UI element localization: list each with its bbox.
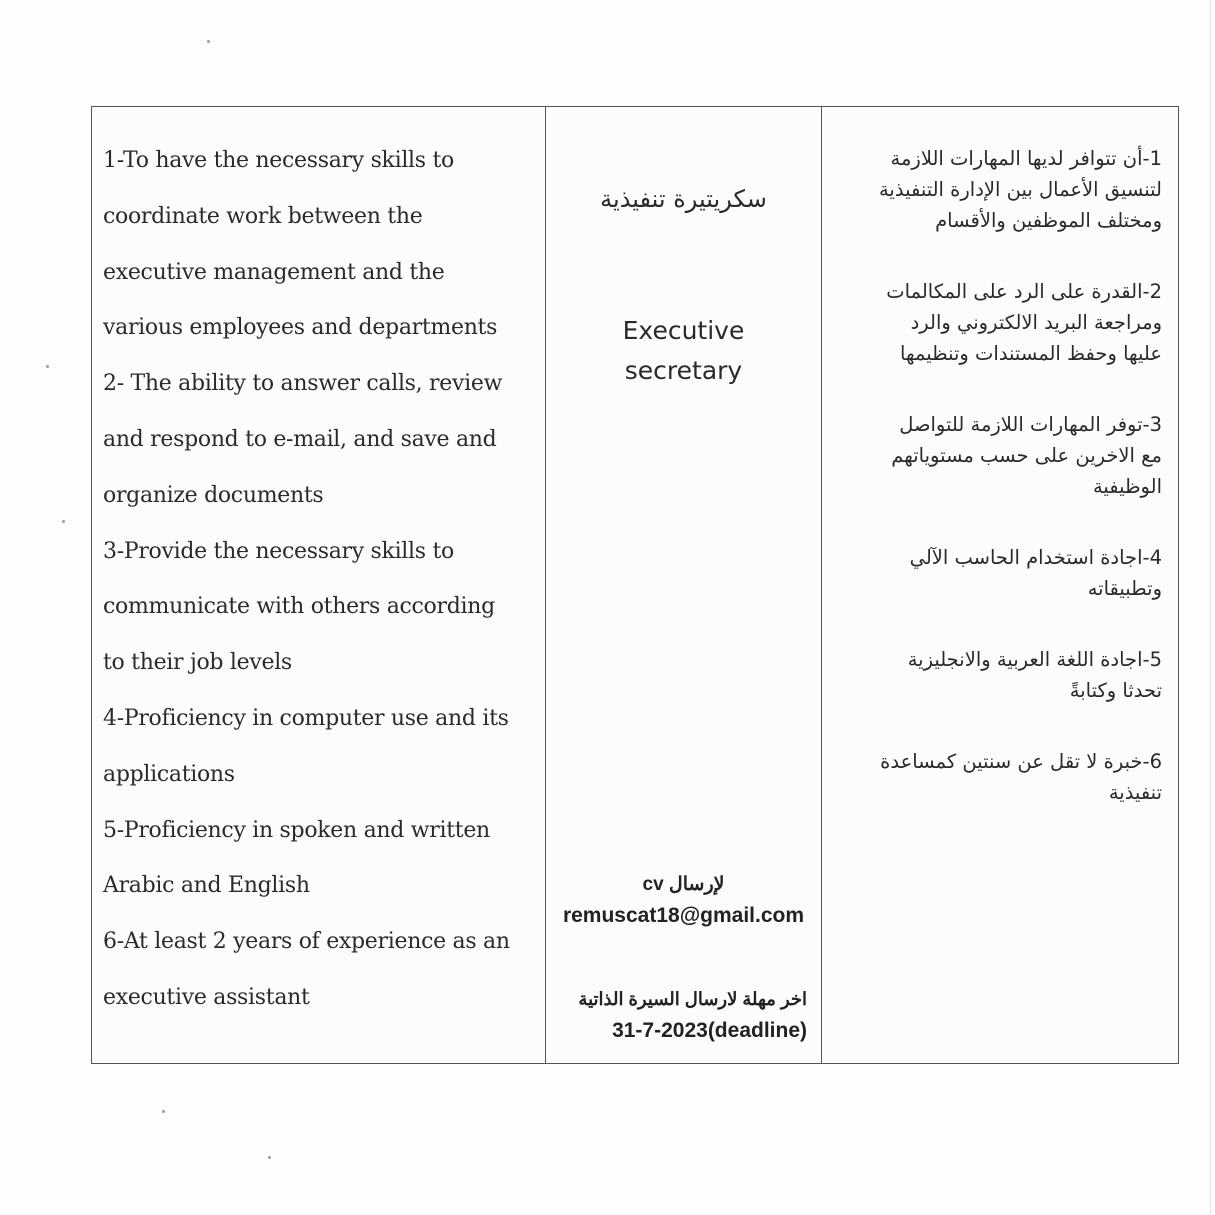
arabic-requirement-item [836, 644, 1162, 706]
job-title-arabic: سكريتيرة تنفيذية [600, 185, 767, 213]
arabic-requirements-column [822, 107, 1178, 1063]
english-requirement-line: 1-To have the necessary skills to [103, 148, 454, 173]
arabic-requirement-line: لتنسيق الأعمال بين الإدارة التنفيذية [878, 178, 1162, 201]
deadline-date: 31-7-2023(deadline) [612, 1019, 807, 1042]
arabic-requirement-line: عليها وحفظ المستندات وتنظيمها [900, 342, 1162, 365]
english-requirement-line: 5-Proficiency in spoken and written [103, 817, 490, 843]
english-requirement-line: communicate with others according [103, 594, 495, 620]
arabic-requirement-item [836, 143, 1162, 236]
english-requirement-line: 6-At least 2 years of experience as an [103, 929, 510, 955]
english-requirement-line: and respond to e-mail, and save and [103, 426, 497, 452]
arabic-requirement-item [836, 746, 1162, 808]
english-requirement-line: 2- The ability to answer calls, review [103, 371, 503, 397]
job-title-english [546, 311, 821, 391]
arabic-requirement-line: 3-توفر المهارات اللازمة للتواصل [899, 413, 1162, 436]
arabic-requirement-item [836, 542, 1162, 604]
arabic-requirement-line: 2-القدرة على الرد على المكالمات [886, 280, 1162, 303]
english-requirement-line: various employees and departments [103, 315, 498, 341]
arabic-requirement-line: مع الاخرين على حسب مستوياتهم [891, 444, 1162, 467]
english-requirement-line: Arabic and English [103, 873, 310, 899]
english-requirement-line: to their job levels [103, 650, 292, 676]
scan-speck [62, 520, 65, 523]
english-requirements-column [92, 107, 546, 1063]
english-requirement-line: 3-Provide the necessary skills to [103, 538, 454, 564]
send-cv-label: لإرسال cv [642, 874, 725, 895]
arabic-requirement-line: وتطبيقاته [1087, 577, 1162, 600]
arabic-requirement-line: 5-اجادة اللغة العربية والانجليزية [907, 648, 1162, 671]
job-title-column [546, 107, 822, 1063]
arabic-requirement-line: 1-أن تتوافر لديها المهارات اللازمة [890, 147, 1162, 170]
arabic-requirement-line: 6-خبرة لا تقل عن سنتين كمساعدة [880, 750, 1162, 773]
scan-speck [162, 1110, 165, 1113]
arabic-requirement-line: ومراجعة البريد الالكتروني والرد [910, 311, 1162, 334]
english-requirement-line: 4-Proficiency in computer use and its [103, 705, 509, 731]
deadline-label: اخر مهلة لارسال السيرة الذاتية [578, 989, 807, 1009]
english-requirement-line: executive management and the [103, 259, 445, 285]
arabic-requirement-line: الوظيفية [1092, 475, 1162, 498]
arabic-requirement-item [836, 276, 1162, 369]
page-edge-line [1210, 0, 1211, 1215]
scan-speck [46, 365, 49, 368]
arabic-requirement-item [836, 409, 1162, 502]
english-requirement-line: executive assistant [103, 984, 310, 1010]
scan-speck [268, 1156, 271, 1159]
english-requirement-line: organize documents [103, 482, 324, 508]
job-requirements-table [91, 106, 1179, 1064]
scan-speck [207, 40, 210, 43]
arabic-requirement-line: تنفيذية [1108, 781, 1162, 804]
job-title-english-line2: secretary [624, 356, 743, 385]
arabic-requirement-line: تحدثا وكتابةً [1069, 679, 1162, 702]
english-requirement-line: coordinate work between the [103, 203, 423, 229]
cv-email-address: remuscat18@gmail.com [562, 904, 805, 927]
arabic-requirement-line: 4-اجادة استخدام الحاسب الآلي [909, 546, 1162, 569]
english-requirement-line: applications [103, 761, 235, 787]
job-title-english-line1: Executive [622, 316, 745, 345]
arabic-requirement-line: ومختلف الموظفين والأقسام [935, 209, 1162, 232]
